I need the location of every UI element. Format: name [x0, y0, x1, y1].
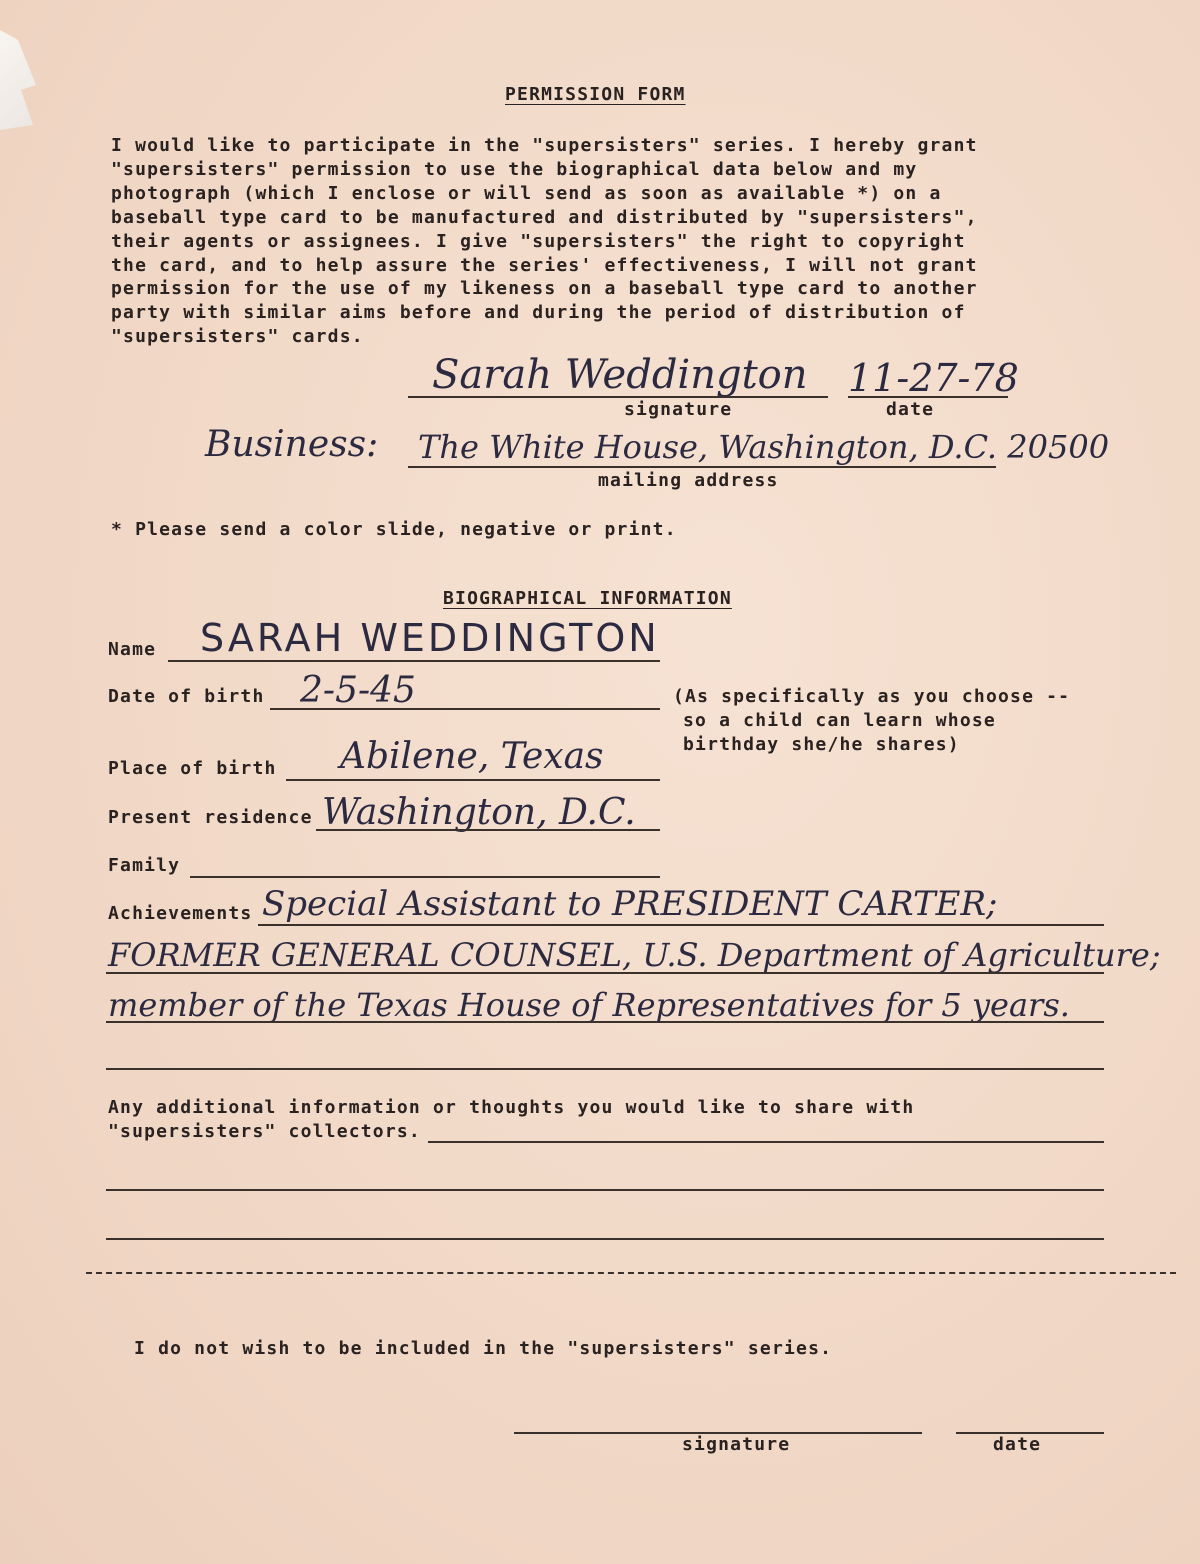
achievements-rule-2 — [106, 972, 1104, 974]
date-line — [848, 396, 1008, 398]
achievement-line-3: member of the Texas House of Representatives for 5 years. — [108, 986, 1070, 1024]
address-handwriting: The White House, Washington, D.C. 20500 — [418, 428, 1110, 466]
name-value: SARAH WEDDINGTON — [200, 616, 660, 660]
form-title: PERMISSION FORM — [505, 84, 686, 105]
family-line — [190, 876, 660, 878]
additional-rule-2 — [106, 1189, 1104, 1191]
name-label: Name — [108, 639, 157, 660]
bio-heading: BIOGRAPHICAL INFORMATION — [443, 588, 732, 609]
pob-label: Place of birth — [108, 758, 277, 779]
date-label: date — [886, 399, 935, 420]
paragraph-line: permission for the use of my likeness on a baseball type card to another — [111, 278, 978, 300]
additional-rule-1 — [428, 1141, 1104, 1143]
optout-text: I do not wish to be included in the "supersisters" series. — [134, 1338, 833, 1359]
pob-value: Abilene, Texas — [340, 736, 604, 777]
paragraph-line: "supersisters" cards. — [111, 326, 364, 348]
signature-handwriting: Sarah Weddington — [432, 352, 808, 398]
achievement-line-2: FORMER GENERAL COUNSEL, U.S. Department of Agriculture; — [108, 936, 1161, 974]
address-label: mailing address — [598, 470, 779, 491]
paragraph-line: photograph (which I enclose or will send as soon as available *) on a — [111, 182, 942, 204]
dob-note-2: so a child can learn whose — [683, 710, 996, 731]
optout-signature-label: signature — [682, 1434, 791, 1455]
additional-label-2: "supersisters" collectors. — [108, 1121, 421, 1142]
dob-note-1: (As specifically as you choose -- — [673, 686, 1071, 707]
achievement-line-1: Special Assistant to PRESIDENT CARTER; — [262, 884, 998, 924]
residence-value: Washington, D.C. — [322, 792, 636, 833]
additional-rule-3 — [106, 1238, 1104, 1240]
achievements-label: Achievements — [108, 903, 253, 924]
residence-line — [316, 829, 660, 831]
paragraph-line: I would like to participate in the "supersisters" series. I hereby grant — [111, 135, 978, 156]
address-line — [408, 466, 996, 468]
date-handwriting: 11-27-78 — [848, 356, 1019, 400]
dob-label: Date of birth — [108, 686, 265, 707]
pob-line — [286, 779, 660, 781]
optout-date-label: date — [993, 1434, 1042, 1455]
residence-label: Present residence — [108, 807, 313, 828]
additional-label-1: Any additional information or thoughts you would like to share with — [108, 1097, 915, 1118]
paragraph-line: their agents or assignees. I give "supersisters" the right to copyright — [111, 230, 966, 252]
dob-note-3: birthday she/he shares) — [683, 734, 960, 755]
achievements-rule-4 — [106, 1068, 1104, 1070]
paragraph-line: baseball type card to be manufactured and distributed by "supersisters", — [111, 206, 978, 228]
achievements-rule-3 — [106, 1021, 1104, 1023]
permission-paragraph — [111, 134, 1011, 349]
paragraph-line: party with similar aims before and during the period of distribution of — [111, 302, 966, 324]
paragraph-line: the card, and to help assure the series' effectiveness, I will not grant — [111, 254, 978, 276]
name-line — [168, 660, 660, 662]
family-label: Family — [108, 855, 181, 876]
dob-value: 2-5-45 — [300, 670, 416, 711]
signature-label: signature — [624, 399, 733, 420]
cut-line — [86, 1272, 1176, 1274]
achievements-rule-1 — [258, 924, 1104, 926]
dob-line — [270, 708, 660, 710]
business-handwriting: Business: — [205, 424, 379, 465]
footnote: * Please send a color slide, negative or print. — [111, 519, 677, 540]
signature-line — [408, 396, 828, 398]
paragraph-line: "supersisters" permission to use the biographical data below and my — [111, 158, 918, 180]
